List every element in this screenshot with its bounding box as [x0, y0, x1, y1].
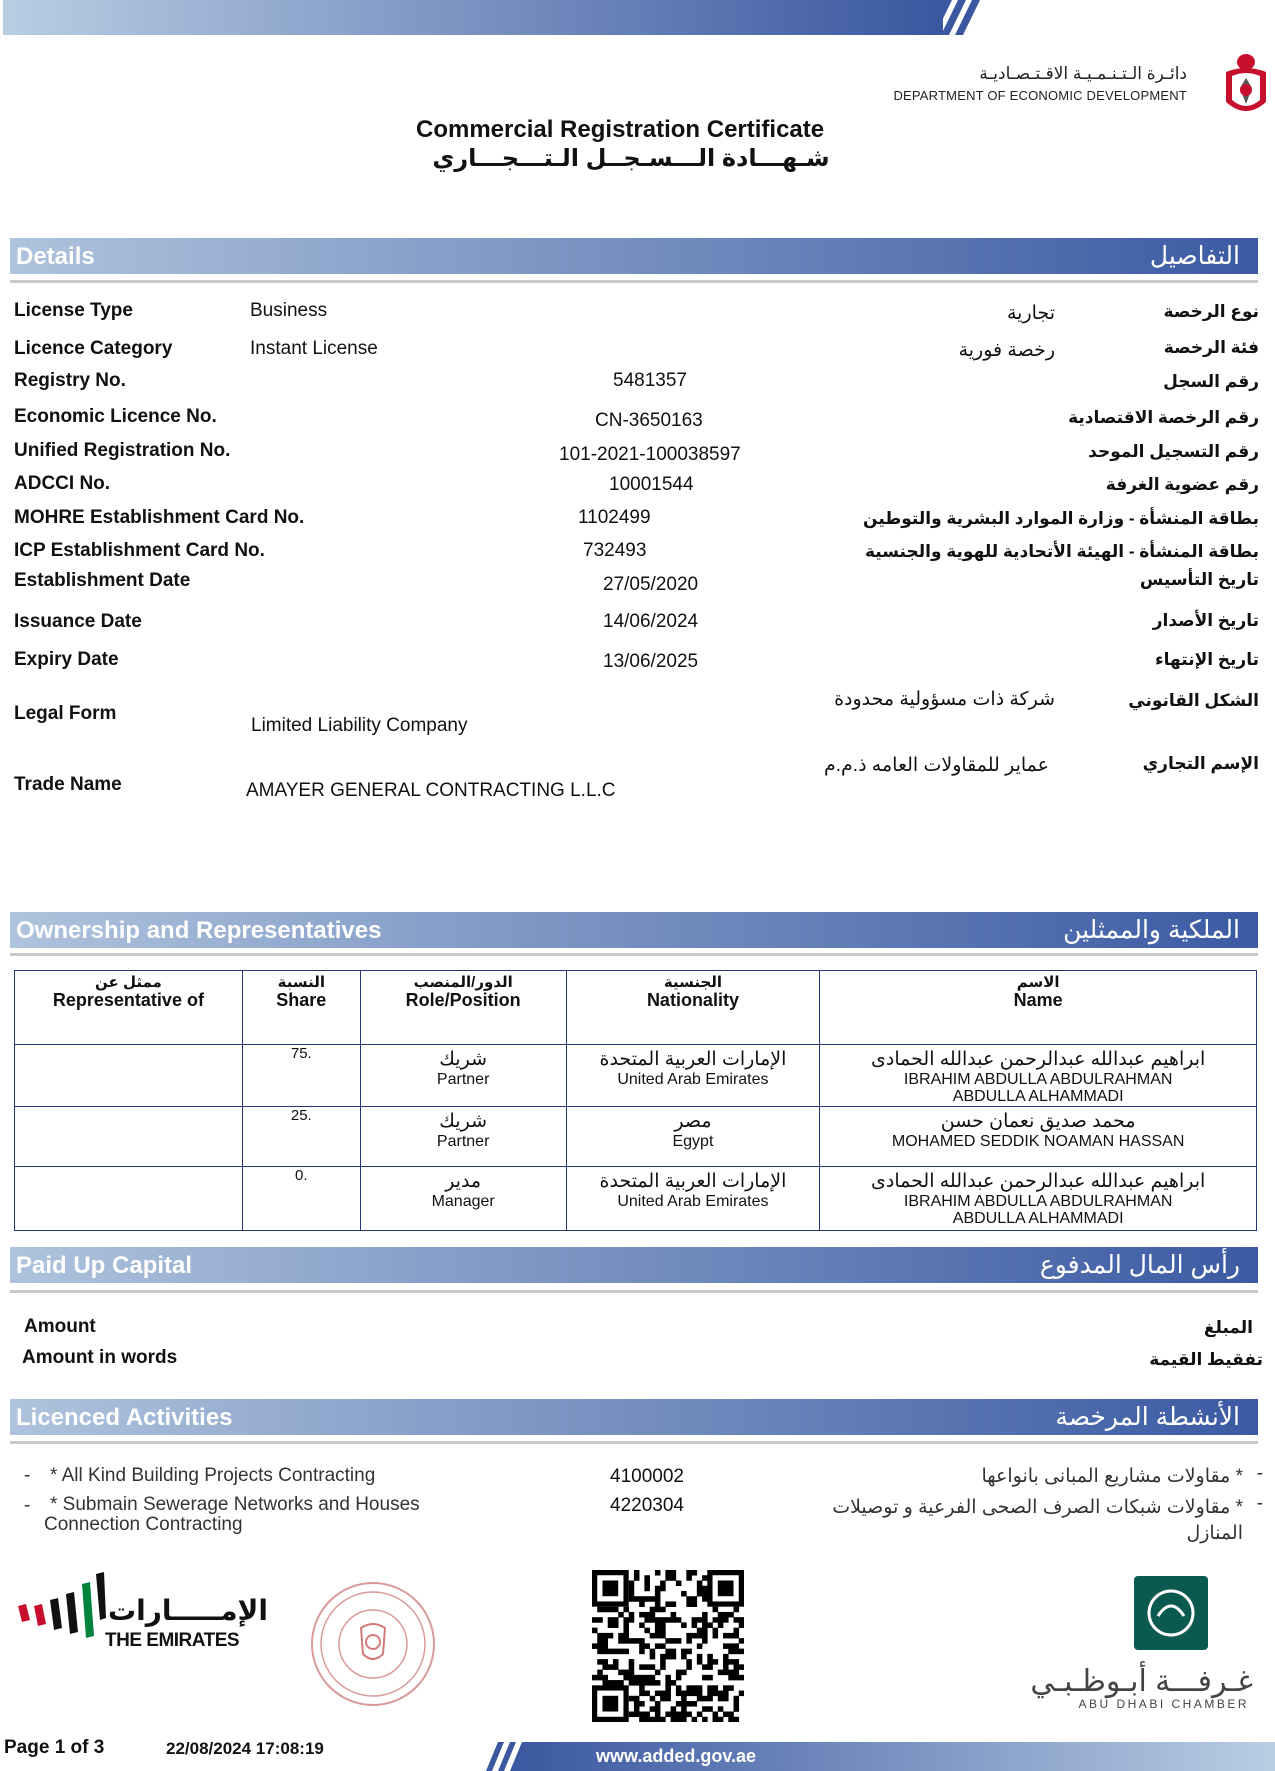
qr-code-icon — [592, 1570, 744, 1722]
divider — [10, 280, 1258, 283]
label-adcci-no-ar: رقم عضوية الغرفة — [1105, 475, 1259, 494]
label-unified-registration-no-ar: رقم التسجيل الموحد — [1088, 442, 1259, 461]
activity-en: * Submain Sewerage Networks and Houses Connection Contracting — [44, 1494, 420, 1535]
label-amount-ar: المبلغ — [1203, 1318, 1253, 1337]
cell-representative — [15, 1107, 243, 1167]
cell-representative — [15, 1167, 243, 1231]
top-banner — [0, 0, 1275, 36]
website-link[interactable]: www.added.gov.ae — [596, 1746, 757, 1766]
label-expiry-date: Expiry Date — [14, 649, 119, 670]
value-licence-category-ar: رخصة فورية — [958, 340, 1055, 361]
cell-name: ابراهيم عبدالله عبدالرحمن عبدالله الحمادى IBRAHIM ABDULLA ABDULRAHMAN ABDULLA ALHAMMADI — [820, 1167, 1257, 1231]
certificate-title-en: Commercial Registration Certificate — [416, 116, 825, 143]
label-issuance-date: Issuance Date — [14, 611, 142, 632]
activities-title-en: Licenced Activities — [16, 1404, 233, 1431]
emirates-brand-stripes-icon — [16, 1570, 106, 1640]
label-amount: Amount — [24, 1316, 96, 1337]
department-name-ar: دائـرة الـتـنـمـيـة الاقـتـصـاديـة — [979, 64, 1187, 83]
label-license-type-ar: نوع الرخصة — [1163, 302, 1259, 321]
label-legal-form-ar: الشكل القانوني — [1128, 691, 1259, 710]
emirates-logo-ar: الإمـــــارات — [108, 1595, 269, 1626]
list-bullet: - — [24, 1495, 31, 1516]
activities-section-header — [10, 1399, 1258, 1435]
value-expiry-date: 13/06/2025 — [603, 651, 699, 672]
divider — [10, 953, 1258, 956]
value-legal-form-ar: شركة ذات مسؤولية محدودة — [834, 689, 1055, 710]
label-legal-form: Legal Form — [14, 703, 117, 724]
label-license-type: License Type — [14, 300, 133, 321]
official-stamp-icon — [309, 1580, 437, 1708]
certificate-title-ar: شـهـــادة الـــسـجــل الـتـــجـــاري — [432, 145, 830, 172]
label-establishment-date-ar: تاريخ التأسيس — [1139, 570, 1259, 589]
label-mohre-card-no: MOHRE Establishment Card No. — [14, 507, 305, 528]
chamber-logo-ar: غـرفـــة أبـوظـبـي — [1030, 1665, 1253, 1698]
label-economic-licence-no-ar: رقم الرخصة الاقتصادية — [1068, 408, 1259, 427]
label-amount-in-words-ar: تفقيط القيمة — [1149, 1350, 1263, 1369]
value-adcci-no: 10001544 — [609, 474, 694, 495]
capital-title-en: Paid Up Capital — [16, 1252, 193, 1279]
value-economic-licence-no: CN-3650163 — [595, 410, 703, 431]
label-licence-category: Licence Category — [14, 338, 173, 359]
table-header-row — [15, 971, 1257, 1045]
value-unified-registration-no: 101-2021-100038597 — [559, 444, 741, 465]
details-title-en: Details — [16, 243, 95, 270]
abu-dhabi-chamber-badge-icon — [1134, 1576, 1208, 1650]
print-datetime: 22/08/2024 17:08:19 — [166, 1739, 324, 1758]
value-registry-no: 5481357 — [613, 370, 687, 391]
page-number: Page 1 of 3 — [4, 1737, 105, 1758]
label-expiry-date-ar: تاريخ الإنتهاء — [1154, 650, 1259, 669]
divider — [10, 1441, 1258, 1444]
column-header: الاسم Name — [820, 971, 1257, 1045]
value-mohre-card-no: 1102499 — [578, 507, 651, 528]
label-mohre-card-no-ar: بطاقة المنشأة - وزارة الموارد البشرية والتوطين — [863, 509, 1259, 528]
activity-code: 4220304 — [610, 1495, 684, 1516]
table-row — [15, 1107, 1257, 1167]
value-licence-category: Instant License — [250, 338, 378, 359]
activities-title-ar: الأنشطة المرخصة — [1055, 1403, 1240, 1431]
column-header: النسبة Share — [242, 971, 360, 1045]
label-icp-card-no: ICP Establishment Card No. — [14, 540, 265, 561]
column-header: ممثل عن Representative of — [15, 971, 243, 1045]
table-row — [15, 1045, 1257, 1107]
value-legal-form: Limited Liability Company — [251, 715, 468, 736]
cell-representative — [15, 1045, 243, 1107]
value-license-type-ar: تجارية — [1007, 303, 1055, 324]
value-trade-name: AMAYER GENERAL CONTRACTING L.L.C — [246, 780, 616, 801]
activity-code: 4100002 — [610, 1466, 684, 1487]
details-section-header — [10, 238, 1258, 274]
list-bullet: - — [1256, 1463, 1263, 1484]
cell-role: مدير Manager — [360, 1167, 566, 1231]
cell-role: شريك Partner — [360, 1045, 566, 1107]
list-bullet: - — [24, 1465, 31, 1486]
value-trade-name-ar: عماير للمقاولات العامه ذ.م.م — [823, 755, 1049, 776]
ownership-section-header — [10, 912, 1258, 948]
label-registry-no: Registry No. — [14, 370, 126, 391]
ownership-table — [14, 970, 1257, 1231]
value-establishment-date: 27/05/2020 — [603, 574, 699, 595]
column-header: الدور/المنصب Role/Position — [360, 971, 566, 1045]
label-adcci-no: ADCCI No. — [14, 473, 111, 494]
details-title-ar: التفاصيل — [1149, 242, 1240, 270]
label-trade-name: Trade Name — [14, 774, 122, 795]
divider — [10, 1290, 1258, 1293]
abu-dhabi-emblem-icon — [1222, 50, 1270, 122]
emirates-logo-en: THE EMIRATES — [105, 1630, 240, 1651]
value-license-type: Business — [250, 300, 328, 321]
list-bullet: - — [1256, 1493, 1263, 1514]
capital-title-ar: رأس المال المدفوع — [1039, 1251, 1240, 1279]
cell-nationality: الإمارات العربية المتحدة United Arab Emirates — [566, 1045, 820, 1107]
activity-ar: * مقاولات شبكات الصرف الصحى الفرعية و توصيلات المنازل — [832, 1497, 1243, 1544]
department-name-en: DEPARTMENT OF ECONOMIC DEVELOPMENT — [893, 88, 1187, 103]
value-issuance-date: 14/06/2024 — [603, 611, 699, 632]
activity-en: * All Kind Building Projects Contracting — [50, 1465, 376, 1486]
label-registry-no-ar: رقم السجل — [1163, 372, 1259, 391]
label-trade-name-ar: الإسم التجاري — [1142, 754, 1259, 773]
cell-share: 25. — [242, 1107, 360, 1167]
cell-name: ابراهيم عبدالله عبدالرحمن عبدالله الحمادى IBRAHIM ABDULLA ABDULRAHMAN ABDULLA ALHAMMADI — [820, 1045, 1257, 1107]
activity-ar: * مقاولات مشاريع المبانى بانواعها — [981, 1466, 1243, 1487]
cell-nationality: الإمارات العربية المتحدة United Arab Emirates — [566, 1167, 820, 1231]
label-establishment-date: Establishment Date — [14, 570, 191, 591]
label-unified-registration-no: Unified Registration No. — [14, 440, 231, 461]
value-icp-card-no: 732493 — [583, 540, 647, 561]
cell-nationality: مصر Egypt — [566, 1107, 820, 1167]
cell-name: محمد صديق نعمان حسن MOHAMED SEDDIK NOAMAN HASSAN — [820, 1107, 1257, 1167]
label-licence-category-ar: فئة الرخصة — [1163, 338, 1259, 357]
capital-section-header — [10, 1247, 1258, 1283]
chamber-logo-en: ABU DHABI CHAMBER — [1078, 1697, 1249, 1711]
label-issuance-date-ar: تاريخ الأصدار — [1152, 611, 1259, 630]
cell-share: 0. — [242, 1167, 360, 1231]
label-economic-licence-no: Economic Licence No. — [14, 406, 217, 427]
label-icp-card-no-ar: بطاقة المنشأة - الهيئة الأتحادية للهوية والجنسية — [865, 542, 1259, 561]
label-amount-in-words: Amount in words — [22, 1347, 178, 1368]
ownership-title-en: Ownership and Representatives — [16, 917, 382, 944]
cell-share: 75. — [242, 1045, 360, 1107]
column-header: الجنسية Nationality — [566, 971, 820, 1045]
table-row — [15, 1167, 1257, 1231]
cell-role: شريك Partner — [360, 1107, 566, 1167]
ownership-title-ar: الملكية والممثلين — [1063, 916, 1240, 944]
